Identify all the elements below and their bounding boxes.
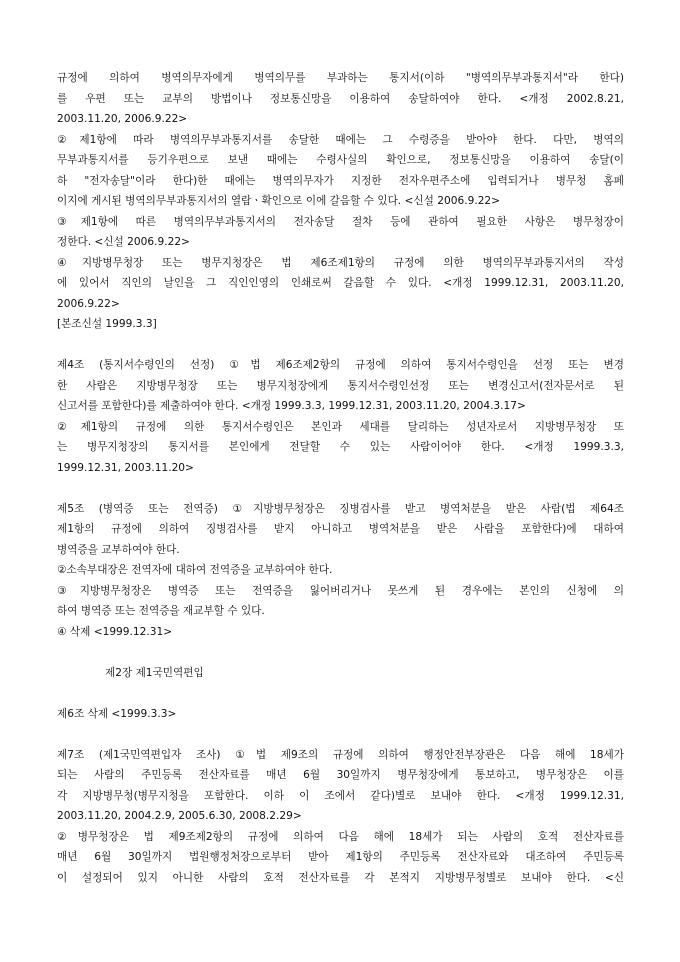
text-line: 는 병무지청장의 통지서를 본인에게 전달할 수 있는 사람이어야 한다. <개정 1999.3.3, — [57, 441, 624, 453]
article-paragraph — [57, 560, 624, 581]
text-line: 제5조 (병역증 또는 전역증) ①지방병무청장은 징병검사를 받고 병역처분을 받은 사람(법 제64조 — [57, 502, 624, 515]
text-line: 이지에 게시된 병역의무부과통지서의 열람ㆍ확인으로 이에 갈음할 수 있다. <신설 2006.9.22> — [57, 195, 501, 207]
text-line: 각 지방병무청(병무지청을 포함한다. 이하 이 조에서 같다)별로 보내야 한다. <개정 1999.12.31, — [57, 789, 624, 802]
article-paragraph — [57, 581, 624, 622]
text-line: 이 설정되어 있지 아니한 사람의 호적 전산자료를 각 본적지 지방병무청별로 보내야 한다. <신 — [57, 871, 624, 884]
article-paragraph — [57, 355, 624, 417]
text-line: 제2장 제1국민역편입 — [105, 666, 204, 679]
text-line: ③지방병무청장은 병역증 또는 전역증을 잃어버리거나 못쓰게 된 경우에는 본인의 신청에 의 — [57, 584, 624, 597]
text-line: 제6조 삭제 <1999.3.3> — [57, 707, 177, 720]
article-paragraph — [57, 212, 624, 253]
text-line: 되는 사람의 주민등록 전산자료를 매년 6월 30일까지 병무청장에게 통보하고, 병무청장은 이를 — [57, 769, 624, 781]
blank-line — [57, 683, 624, 704]
article-paragraph — [57, 314, 624, 335]
text-line: 규정에 의하여 병역의무자에게 병역의무를 부과하는 통지서(이하 "병역의무부과통지서"라 한다) — [57, 72, 624, 84]
article-paragraph — [57, 745, 624, 827]
article-paragraph — [57, 130, 624, 212]
text-line: ③제1항에 따른 병역의무부과통지서의 전자송달 절차 등에 관하여 필요한 사항은 병무청장이 — [57, 215, 624, 228]
blank-line — [57, 724, 624, 745]
text-line: 에 있어서 직인의 날인을 그 직인인영의 인쇄로써 갈음할 수 있다. <개정 1999.12.31, 2003.11.20, — [57, 277, 624, 289]
article-paragraph — [57, 704, 624, 725]
blank-line — [57, 335, 624, 356]
article-paragraph — [57, 622, 624, 643]
text-line: 한 사람은 지방병무청장 또는 병무지청장에게 통지서수령인선정 또는 변경신고서(전자문서로 된 — [57, 379, 624, 392]
text-line: 무부과통지서를 등기우편으로 보낸 때에는 수령사실의 확인으로, 정보통신망을 이용하여 송달(이 — [57, 154, 624, 166]
text-line: ②제1항의 규정에 의한 통지서수령인은 본인과 세대를 달리하는 성년자로서 지방병무청장 또 — [57, 420, 624, 433]
blank-line — [57, 642, 624, 663]
article-paragraph — [57, 499, 624, 561]
article-paragraph — [57, 68, 624, 130]
text-line: [본조신설 1999.3.3] — [57, 318, 157, 330]
article-paragraph — [57, 827, 624, 889]
text-line: 신고서를 포함한다)를 제출하여야 한다. <개정 1999.3.3, 1999.12.31, 2003.11.20, 2004.3.17> — [57, 400, 526, 412]
text-line: ④지방병무청장 또는 병무지청장은 법 제6조제1항의 규정에 의한 병역의무부과통지서의 작성 — [57, 256, 624, 269]
text-line: 2006.9.22> — [57, 297, 120, 310]
article-paragraph — [57, 417, 624, 479]
text-line: 하 "전자송달"이라 한다)한 때에는 병역의무자가 지정한 전자우편주소에 입력되거나 병무청 홈페 — [57, 174, 624, 187]
text-line: 제7조 (제1국민역편입자 조사) ①법 제9조의 규정에 의하여 행정안전부장관은 다음 해에 18세가 — [57, 748, 624, 761]
text-line: 정한다. <신설 2006.9.22> — [57, 236, 190, 248]
text-line: 를 우편 또는 교부의 방법이나 정보통신망을 이용하여 송달하여야 한다. <개정 2002.8.21, — [57, 92, 624, 105]
article-paragraph — [57, 253, 624, 315]
text-line: ②병무청장은 법 제9조제2항의 규정에 의하여 다음 해에 18세가 되는 사람의 호적 전산자료를 — [57, 830, 624, 843]
document-body — [57, 68, 624, 888]
text-line: 하여 병역증 또는 전역증을 재교부할 수 있다. — [57, 605, 265, 617]
chapter-heading — [57, 663, 624, 684]
blank-line — [57, 478, 624, 499]
text-line: 2003.11.20, 2004.2.9, 2005.6.30, 2008.2.29> — [57, 810, 302, 822]
text-line: 제4조 (통지서수령인의 선정) ①법 제6조제2항의 규정에 의하여 통지서수령인을 선정 또는 변경 — [57, 359, 624, 371]
text-line: 매년 6월 30일까지 법원행정처장으로부터 받아 제1항의 주민등록 전산자료와 대조하여 주민등록 — [57, 851, 624, 863]
text-line: 제1항의 규정에 의하여 징병검사를 받지 아니하고 병역처분을 받은 사람을 포함한다)에 대하여 — [57, 523, 624, 535]
text-line: 2003.11.20, 2006.9.22> — [57, 113, 188, 125]
text-line: ②소속부대장은 전역자에 대하여 전역증을 교부하여야 한다. — [57, 564, 333, 576]
text-line: 병역증을 교부하여야 한다. — [57, 543, 180, 556]
text-line: ④ 삭제 <1999.12.31> — [57, 625, 173, 638]
text-line: 1999.12.31, 2003.11.20> — [57, 461, 194, 474]
text-line: ②제1항에 따라 병역의무부과통지서를 송달한 때에는 그 수령증을 받아야 한다. 다만, 병역의 — [57, 133, 624, 146]
